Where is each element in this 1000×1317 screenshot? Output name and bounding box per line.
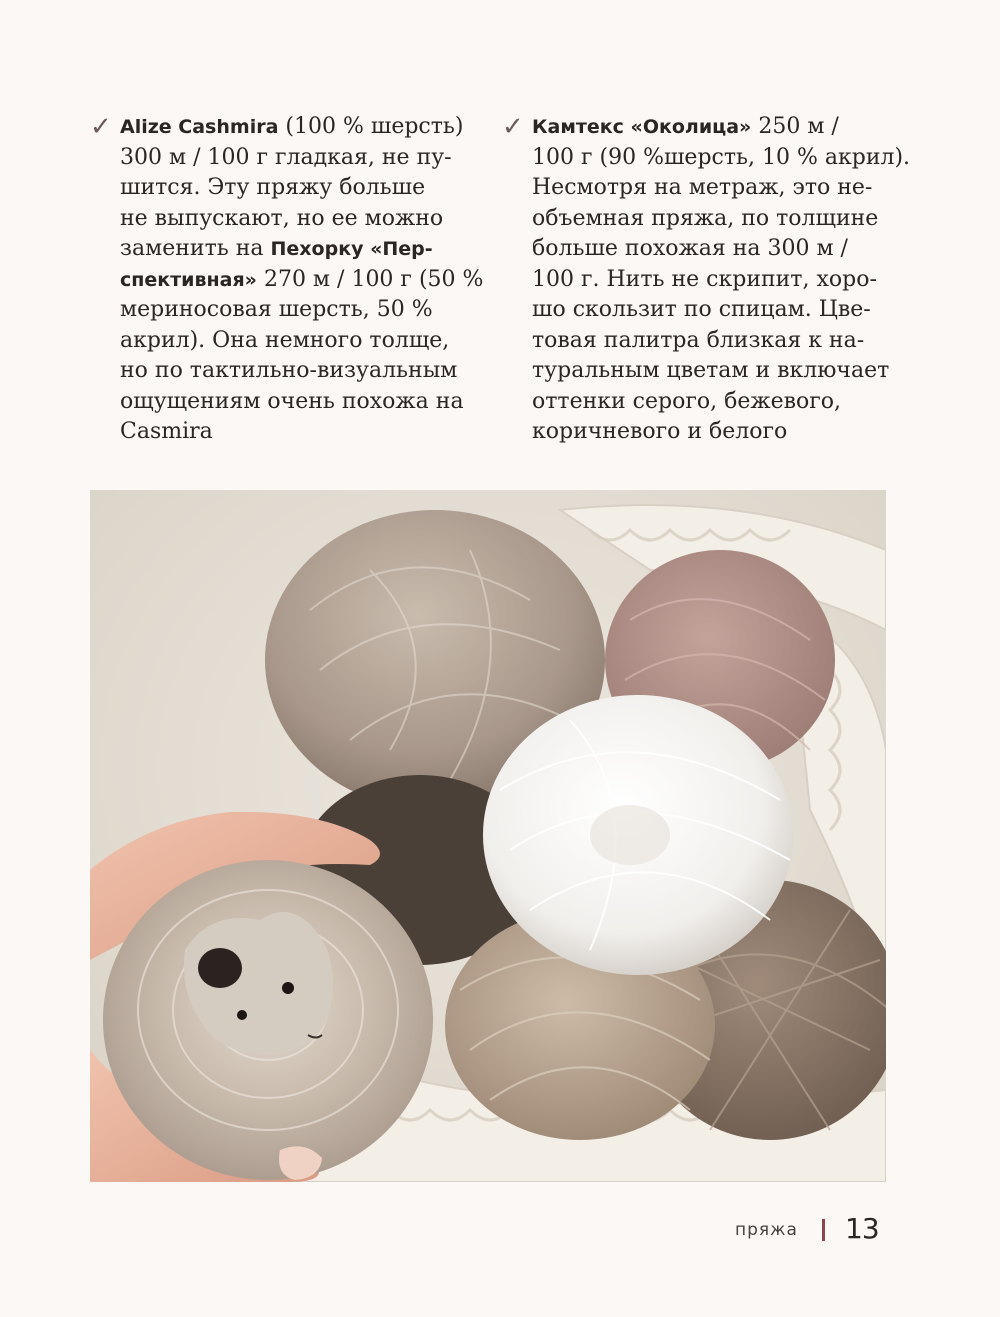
text: но по тактильно-визуальным [120, 358, 458, 383]
text: шо скользит по спицам. Цве- [532, 297, 871, 322]
text-line [532, 234, 902, 265]
text: (100 % шерсть) [278, 114, 464, 139]
text-line [120, 173, 485, 204]
text: 100 г. Нить не скрипит, хоро- [532, 266, 877, 292]
right-paragraph [532, 112, 911, 448]
text-line [120, 143, 485, 174]
text: шится. Эту пряжу больше [120, 175, 426, 200]
checkmark-icon: ✓ [502, 112, 524, 142]
text: товая палитра близкая к на- [532, 327, 865, 353]
left-paragraph [120, 112, 485, 448]
yarn-balls-illustration [90, 490, 886, 1182]
text: ощущениям очень похожа на [120, 388, 464, 414]
bold-text: спективная» [120, 268, 257, 291]
text-line [120, 326, 485, 357]
text: оттенки серого, бежевого, [532, 388, 842, 414]
footer-divider [822, 1219, 825, 1241]
page-footer [0, 1212, 1000, 1252]
text: 300 м / 100 г гладкая, не пу- [120, 144, 452, 170]
page-number: 13 [845, 1212, 879, 1245]
text-line [532, 387, 902, 418]
text-line [532, 265, 902, 296]
text-line [532, 417, 902, 448]
text: 100 г (90 %шерсть, 10 % акрил). [532, 144, 911, 170]
text: акрил). Она немного толще, [120, 327, 450, 353]
bold-text: Alize Cashmira [120, 116, 279, 138]
text-line [120, 387, 485, 418]
text: Casmira [120, 419, 213, 444]
checkmark-icon: ✓ [90, 112, 112, 142]
text: заменить на [120, 236, 271, 261]
text-line [120, 356, 485, 387]
text-line [532, 295, 902, 326]
text-line [532, 112, 902, 143]
text-line [532, 204, 902, 235]
text: 270 м / 100 г (50 % [256, 266, 484, 292]
text: объемная пряжа, по толщине [532, 205, 879, 231]
bold-text: Пехорку «Пер- [270, 238, 433, 260]
text: коричневого и белого [532, 419, 788, 444]
section-name: пряжа [735, 1220, 798, 1240]
text: мериносовая шерсть, 50 % [120, 297, 433, 322]
text-line [532, 356, 902, 387]
text-line [120, 417, 485, 448]
text: 250 м / [751, 114, 839, 139]
text: не выпускают, но ее можно [120, 205, 444, 231]
text-line [120, 265, 485, 296]
left-column [90, 112, 485, 448]
text-line [532, 143, 911, 174]
bold-text: Камтекс «Околица» [532, 116, 752, 138]
right-column [502, 112, 911, 448]
text-line [120, 295, 485, 326]
text: Несмотря на метраж, это не- [532, 175, 873, 200]
text: больше похожая на 300 м / [532, 236, 848, 261]
text-line [532, 326, 902, 357]
text-line [120, 204, 485, 235]
text-line [120, 112, 485, 143]
text-line [120, 234, 485, 265]
yarn-photo [90, 490, 886, 1182]
text-line [532, 173, 902, 204]
text: туральным цветам и включает [532, 358, 890, 383]
